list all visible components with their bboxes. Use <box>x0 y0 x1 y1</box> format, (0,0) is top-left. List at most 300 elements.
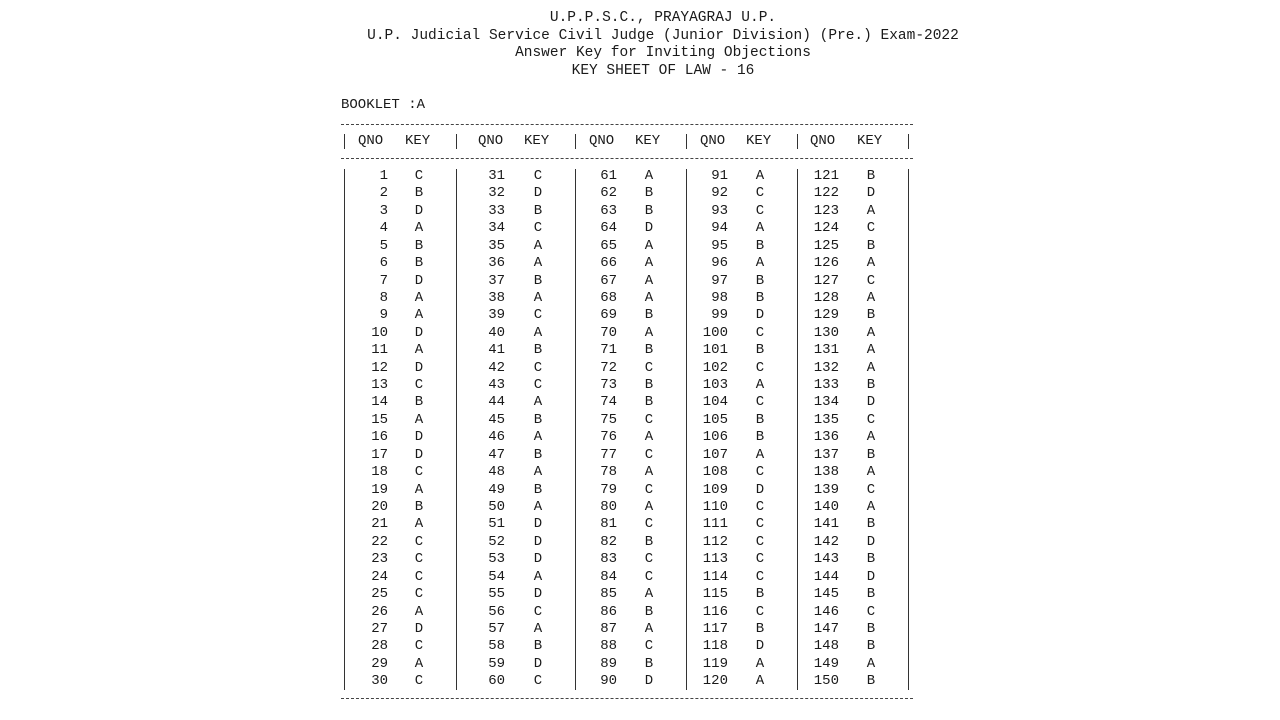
answer-key: D <box>414 272 424 289</box>
question-number: 20 <box>371 498 388 515</box>
answer-key: C <box>533 168 543 184</box>
question-number: 33 <box>488 202 505 219</box>
question-number: 133 <box>813 377 839 394</box>
answer-key: A <box>866 464 876 481</box>
answer-key: B <box>644 603 654 620</box>
question-number: 58 <box>488 638 505 655</box>
question-number: 120 <box>702 673 728 690</box>
question-number: 83 <box>600 551 617 568</box>
answer-key: C <box>866 603 876 620</box>
answer-key: C <box>755 603 765 620</box>
question-number: 115 <box>702 586 728 603</box>
question-number: 13 <box>371 377 388 394</box>
question-number: 45 <box>488 411 505 428</box>
answer-key: A <box>533 464 543 481</box>
question-number: 9 <box>379 307 388 324</box>
question-number: 67 <box>600 272 617 289</box>
answer-key: B <box>644 307 654 324</box>
column-separator <box>686 134 687 149</box>
question-number: 23 <box>371 551 388 568</box>
answer-key: A <box>755 220 765 237</box>
answer-key: A <box>644 586 654 603</box>
answer-key: B <box>414 255 424 272</box>
answer-key: C <box>866 481 876 498</box>
question-number: 41 <box>488 342 505 359</box>
question-number: 42 <box>488 359 505 376</box>
answer-key: A <box>755 673 765 690</box>
column-header-key: KEY <box>524 133 550 149</box>
answer-key: A <box>644 272 654 289</box>
answer-key: B <box>414 185 424 202</box>
question-number: 123 <box>813 202 839 219</box>
question-number: 103 <box>702 377 728 394</box>
answer-key: A <box>866 342 876 359</box>
column-separator <box>575 169 576 690</box>
column-separator <box>456 134 457 149</box>
answer-key: C <box>414 568 424 585</box>
answer-key: C <box>866 220 876 237</box>
column-separator <box>797 169 798 690</box>
answer-key: A <box>866 202 876 219</box>
question-number: 65 <box>600 237 617 254</box>
answer-key: B <box>533 481 543 498</box>
answer-key: A <box>533 289 543 306</box>
answer-key: D <box>866 568 876 585</box>
answer-key: B <box>755 429 765 446</box>
column-separator <box>344 134 345 149</box>
question-number: 124 <box>813 220 839 237</box>
answer-key: C <box>533 359 543 376</box>
question-number: 144 <box>813 568 839 585</box>
answer-key: A <box>414 516 424 533</box>
question-number: 55 <box>488 586 505 603</box>
question-number: 39 <box>488 307 505 324</box>
answer-key: C <box>414 673 424 690</box>
question-number: 57 <box>488 620 505 637</box>
exam-authority-title: U.P.P.S.C., PRAYAGRAJ U.P. <box>549 10 777 26</box>
answer-key: B <box>866 673 876 690</box>
answer-key: B <box>414 394 424 411</box>
column-separator <box>908 134 909 149</box>
column-header-qno: QNO <box>478 133 504 149</box>
question-number: 15 <box>371 411 388 428</box>
answer-key: A <box>644 168 654 184</box>
answer-key: C <box>755 185 765 202</box>
answer-key: B <box>644 342 654 359</box>
answer-key: C <box>414 168 424 184</box>
answer-key: A <box>414 603 424 620</box>
answer-key: A <box>755 377 765 394</box>
answer-key: B <box>644 533 654 550</box>
answer-key: B <box>755 289 765 306</box>
column-separator <box>575 134 576 149</box>
answer-key: C <box>755 394 765 411</box>
question-number: 127 <box>813 272 839 289</box>
answer-key: D <box>414 429 424 446</box>
answer-key: A <box>533 620 543 637</box>
column-header-qno: QNO <box>810 133 836 149</box>
answer-key: B <box>866 620 876 637</box>
question-number: 79 <box>600 481 617 498</box>
answer-key: B <box>533 272 543 289</box>
question-number: 50 <box>488 498 505 515</box>
question-number: 71 <box>600 342 617 359</box>
question-number: 141 <box>813 516 839 533</box>
answer-key: C <box>755 324 765 341</box>
answer-key: A <box>414 481 424 498</box>
answer-key: B <box>414 498 424 515</box>
question-number: 128 <box>813 289 839 306</box>
question-number: 2 <box>379 185 388 202</box>
question-number: 11 <box>371 342 388 359</box>
question-number: 47 <box>488 446 505 463</box>
column-header-key: KEY <box>857 133 883 149</box>
question-number: 77 <box>600 446 617 463</box>
question-number: 25 <box>371 586 388 603</box>
answer-key: C <box>414 586 424 603</box>
question-number: 105 <box>702 411 728 428</box>
answer-key: C <box>755 516 765 533</box>
answer-key: C <box>755 359 765 376</box>
question-number: 27 <box>371 620 388 637</box>
question-number: 145 <box>813 586 839 603</box>
question-number: 110 <box>702 498 728 515</box>
question-number: 134 <box>813 394 839 411</box>
answer-key: B <box>644 377 654 394</box>
question-number: 46 <box>488 429 505 446</box>
question-number: 51 <box>488 516 505 533</box>
answer-key-subtitle: Answer Key for Inviting Objections <box>515 45 811 61</box>
answer-key: C <box>644 359 654 376</box>
question-number: 53 <box>488 551 505 568</box>
question-number: 36 <box>488 255 505 272</box>
question-number: 24 <box>371 568 388 585</box>
question-number: 8 <box>379 289 388 306</box>
answer-key: D <box>414 324 424 341</box>
question-number: 3 <box>379 202 388 219</box>
question-number: 122 <box>813 185 839 202</box>
column-separator <box>344 169 345 690</box>
question-number: 109 <box>702 481 728 498</box>
answer-key: C <box>755 568 765 585</box>
question-number: 102 <box>702 359 728 376</box>
answer-key: B <box>866 638 876 655</box>
question-number: 29 <box>371 655 388 672</box>
answer-key: A <box>533 429 543 446</box>
question-number: 76 <box>600 429 617 446</box>
question-number: 7 <box>379 272 388 289</box>
answer-key: C <box>644 516 654 533</box>
question-number: 97 <box>711 272 728 289</box>
answer-key: A <box>755 655 765 672</box>
question-number: 63 <box>600 202 617 219</box>
answer-key: B <box>755 272 765 289</box>
question-number: 107 <box>702 446 728 463</box>
question-number: 34 <box>488 220 505 237</box>
answer-key: C <box>644 411 654 428</box>
answer-key: C <box>414 533 424 550</box>
answer-key: A <box>414 342 424 359</box>
question-number: 98 <box>711 289 728 306</box>
answer-key: B <box>533 638 543 655</box>
answer-key: A <box>533 237 543 254</box>
answer-key: B <box>866 237 876 254</box>
question-number: 75 <box>600 411 617 428</box>
column-header-key: KEY <box>405 133 431 149</box>
question-number: 135 <box>813 411 839 428</box>
question-number: 93 <box>711 202 728 219</box>
question-number: 130 <box>813 324 839 341</box>
answer-key: B <box>866 551 876 568</box>
question-number: 126 <box>813 255 839 272</box>
answer-key: C <box>533 673 543 690</box>
question-number: 70 <box>600 324 617 341</box>
answer-key: D <box>414 620 424 637</box>
key-sheet-title: KEY SHEET OF LAW - 16 <box>571 63 755 79</box>
answer-key: B <box>755 237 765 254</box>
question-number: 17 <box>371 446 388 463</box>
answer-key: A <box>866 359 876 376</box>
question-number: 22 <box>371 533 388 550</box>
answer-key: C <box>755 464 765 481</box>
table-rule <box>341 698 913 700</box>
question-number: 16 <box>371 429 388 446</box>
question-number: 54 <box>488 568 505 585</box>
question-number: 28 <box>371 638 388 655</box>
answer-key: A <box>533 394 543 411</box>
answer-key: C <box>755 498 765 515</box>
answer-key: B <box>866 168 876 184</box>
question-number: 131 <box>813 342 839 359</box>
question-number: 26 <box>371 603 388 620</box>
answer-key: D <box>414 359 424 376</box>
question-number: 100 <box>702 324 728 341</box>
answer-key: A <box>755 255 765 272</box>
question-number: 52 <box>488 533 505 550</box>
question-number: 113 <box>702 551 728 568</box>
answer-key: B <box>755 342 765 359</box>
question-number: 148 <box>813 638 839 655</box>
answer-key: C <box>644 481 654 498</box>
answer-key: D <box>755 638 765 655</box>
question-number: 129 <box>813 307 839 324</box>
answer-key: D <box>533 185 543 202</box>
booklet-label: BOOKLET :A <box>341 97 426 113</box>
answer-key: C <box>533 307 543 324</box>
question-number: 91 <box>711 168 728 184</box>
question-number: 38 <box>488 289 505 306</box>
question-number: 80 <box>600 498 617 515</box>
answer-key: A <box>866 255 876 272</box>
answer-key: B <box>414 237 424 254</box>
question-number: 1 <box>379 168 388 184</box>
answer-key: A <box>533 324 543 341</box>
answer-key: A <box>414 289 424 306</box>
question-number: 96 <box>711 255 728 272</box>
question-number: 89 <box>600 655 617 672</box>
answer-key: A <box>533 255 543 272</box>
answer-key: A <box>644 324 654 341</box>
question-number: 136 <box>813 429 839 446</box>
answer-key: A <box>866 429 876 446</box>
answer-key: A <box>533 498 543 515</box>
answer-key: A <box>644 620 654 637</box>
question-number: 150 <box>813 673 839 690</box>
answer-key: C <box>755 551 765 568</box>
question-number: 30 <box>371 673 388 690</box>
question-number: 18 <box>371 464 388 481</box>
question-number: 4 <box>379 220 388 237</box>
answer-key: C <box>755 533 765 550</box>
answer-key: B <box>533 202 543 219</box>
column-header-qno: QNO <box>358 133 384 149</box>
column-separator <box>908 169 909 690</box>
question-number: 81 <box>600 516 617 533</box>
answer-key: D <box>414 446 424 463</box>
question-number: 66 <box>600 255 617 272</box>
answer-key: A <box>644 464 654 481</box>
answer-key: D <box>533 586 543 603</box>
answer-key: C <box>644 551 654 568</box>
answer-key: A <box>414 655 424 672</box>
answer-key: B <box>533 446 543 463</box>
question-number: 62 <box>600 185 617 202</box>
answer-key: B <box>533 342 543 359</box>
answer-key: D <box>866 394 876 411</box>
question-number: 143 <box>813 551 839 568</box>
question-number: 32 <box>488 185 505 202</box>
question-number: 73 <box>600 377 617 394</box>
question-number: 121 <box>813 168 839 184</box>
question-number: 117 <box>702 620 728 637</box>
question-number: 56 <box>488 603 505 620</box>
question-number: 92 <box>711 185 728 202</box>
answer-key: A <box>414 411 424 428</box>
answer-key: D <box>755 307 765 324</box>
exam-name-title: U.P. Judicial Service Civil Judge (Junior Division) (Pre.) Exam-2022 <box>367 28 959 44</box>
answer-key: A <box>644 429 654 446</box>
question-number: 101 <box>702 342 728 359</box>
question-number: 140 <box>813 498 839 515</box>
question-number: 132 <box>813 359 839 376</box>
question-number: 44 <box>488 394 505 411</box>
answer-key: B <box>755 620 765 637</box>
answer-key: D <box>866 533 876 550</box>
answer-key: D <box>644 220 654 237</box>
answer-key: D <box>533 516 543 533</box>
question-number: 118 <box>702 638 728 655</box>
answer-key: B <box>533 411 543 428</box>
question-number: 106 <box>702 429 728 446</box>
answer-key: A <box>755 446 765 463</box>
answer-key: C <box>644 568 654 585</box>
answer-key: A <box>866 289 876 306</box>
answer-key: B <box>755 411 765 428</box>
question-number: 111 <box>702 516 728 533</box>
answer-key: A <box>644 255 654 272</box>
question-number: 87 <box>600 620 617 637</box>
question-number: 6 <box>379 255 388 272</box>
answer-key: A <box>866 498 876 515</box>
answer-key: A <box>644 289 654 306</box>
column-separator <box>797 134 798 149</box>
question-number: 21 <box>371 516 388 533</box>
answer-key: A <box>644 237 654 254</box>
answer-key: A <box>866 655 876 672</box>
question-number: 12 <box>371 359 388 376</box>
table-rule <box>341 124 913 126</box>
question-number: 86 <box>600 603 617 620</box>
answer-key: B <box>755 586 765 603</box>
question-number: 119 <box>702 655 728 672</box>
answer-key: D <box>533 551 543 568</box>
question-number: 74 <box>600 394 617 411</box>
answer-key: B <box>644 202 654 219</box>
question-number: 10 <box>371 324 388 341</box>
question-number: 116 <box>702 603 728 620</box>
column-header-key: KEY <box>635 133 661 149</box>
question-number: 94 <box>711 220 728 237</box>
question-number: 78 <box>600 464 617 481</box>
question-number: 139 <box>813 481 839 498</box>
question-number: 14 <box>371 394 388 411</box>
question-number: 90 <box>600 673 617 690</box>
answer-key: A <box>414 307 424 324</box>
answer-key: D <box>755 481 765 498</box>
answer-key: C <box>533 377 543 394</box>
answer-key: B <box>866 516 876 533</box>
question-number: 5 <box>379 237 388 254</box>
answer-key: D <box>866 185 876 202</box>
answer-key: C <box>414 464 424 481</box>
column-header-qno: QNO <box>700 133 726 149</box>
question-number: 31 <box>488 168 505 184</box>
answer-key: B <box>644 655 654 672</box>
question-number: 40 <box>488 324 505 341</box>
answer-key: D <box>414 202 424 219</box>
question-number: 142 <box>813 533 839 550</box>
answer-key: A <box>644 498 654 515</box>
answer-key: D <box>533 655 543 672</box>
question-number: 49 <box>488 481 505 498</box>
answer-key: C <box>414 377 424 394</box>
column-separator <box>456 169 457 690</box>
question-number: 37 <box>488 272 505 289</box>
column-header-key: KEY <box>746 133 772 149</box>
question-number: 61 <box>600 168 617 184</box>
answer-key: A <box>533 568 543 585</box>
question-number: 147 <box>813 620 839 637</box>
answer-key: B <box>866 377 876 394</box>
question-number: 138 <box>813 464 839 481</box>
question-number: 114 <box>702 568 728 585</box>
question-number: 149 <box>813 655 839 672</box>
answer-key: C <box>414 638 424 655</box>
answer-key: B <box>644 394 654 411</box>
answer-key: A <box>866 324 876 341</box>
question-number: 68 <box>600 289 617 306</box>
question-number: 125 <box>813 237 839 254</box>
column-header-qno: QNO <box>589 133 615 149</box>
answer-key: C <box>533 603 543 620</box>
answer-key: C <box>414 551 424 568</box>
answer-key: D <box>644 673 654 690</box>
answer-key: C <box>866 411 876 428</box>
answer-key: A <box>755 168 765 184</box>
question-number: 137 <box>813 446 839 463</box>
question-number: 95 <box>711 237 728 254</box>
question-number: 69 <box>600 307 617 324</box>
